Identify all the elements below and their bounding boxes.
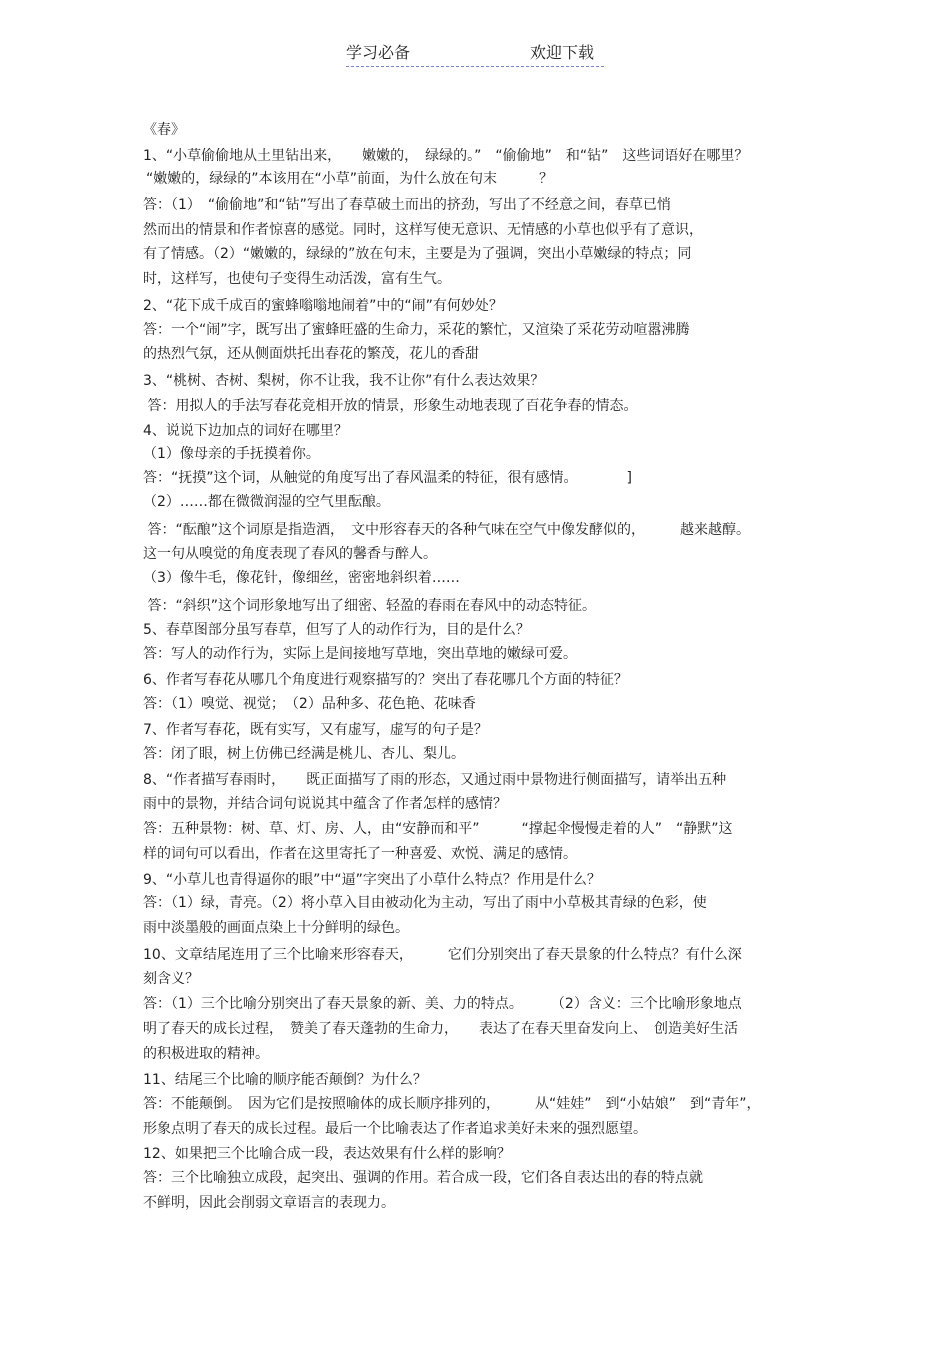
text-line: （1）像母亲的手抚摸着你。 [143, 446, 320, 462]
text-line: 5、春草图部分虽写春草，但写了人的动作行为，目的是什么？ [143, 622, 530, 638]
text-line: 雨中的景物，并结合词句说说其中蕴含了作者怎样的感情？ [143, 796, 507, 812]
text-line: 答：（1） “偷偷地”和“钻”写出了春草破土而出的挤劲，写出了不经意之间，春草已悄 [143, 197, 671, 213]
text-line: 4、说说下边加点的词好在哪里？ [143, 423, 348, 439]
text-line: 7、作者写春花，既有实写，又有虚写，虚写的句子是？ [143, 722, 488, 738]
text-line: 8、“作者描写春雨时， 既正面描写了雨的形态，又通过雨中景物进行侧面描写，请举出五种 [143, 772, 727, 788]
text-line: 2、“花下成千成百的蜜蜂嗡嗡地闹着”中的“闹”有何妙处？ [143, 298, 503, 314]
text-line: 形象点明了春天的成长过程。最后一个比喻表达了作者追求美好未来的强烈愿望。 [143, 1121, 647, 1137]
text-line: 然而出的情景和作者惊喜的感觉。同时，这样写使无意识、无情感的小草也似乎有了意识， [143, 222, 703, 238]
text-line: 答：五种景物：树、草、灯、房、人，由“安静而和平” “撑起伞慢慢走着的人” “静默”这 [143, 821, 733, 837]
text-line: 答：三个比喻独立成段，起突出、强调的作用。若合成一段，它们各自表达出的春的特点就 [143, 1170, 703, 1186]
text-line: （2）……都在微微润湿的空气里酝酿。 [143, 494, 390, 510]
header-right-text: 欢迎下载 [530, 43, 595, 62]
text-line: 明了春天的成长过程， 赞美了春天蓬勃的生命力， 表达了在春天里奋发向上、 创造美好生活 [143, 1021, 738, 1037]
text-line: 雨中淡墨般的画面点染上十分鲜明的绿色。 [143, 920, 409, 936]
text-line: 答：（1）嗅觉、视觉； （2）品种多、花色艳、花味香 [143, 696, 476, 712]
text-line: 的热烈气氛，还从侧面烘托出春花的繁茂，花儿的香甜 [143, 346, 479, 362]
text-line: 答：“酝酿”这个词原是指造酒， 文中形容春天的各种气味在空气中像发酵似的， 越来越醇。 [143, 522, 750, 538]
text-line: 答：写人的动作行为，实际上是间接地写草地，突出草地的嫩绿可爱。 [143, 646, 577, 662]
text-line: 答：（1）绿，青亮。（2）将小草入目由被动化为主动，写出了雨中小草极其青绿的色彩，使 [143, 895, 707, 911]
text-line: 答：用拟人的手法写春花竞相开放的情景，形象生动地表现了百花争春的情态。 [143, 398, 638, 414]
text-line: 答：“斜织”这个词形象地写出了细密、轻盈的春雨在春风中的动态特征。 [143, 598, 596, 614]
header-left-text: 学习必备 [346, 43, 411, 62]
doc-title: 《春》 [143, 122, 185, 138]
text-line: “嫩嫩的，绿绿的”本该用在“小草”前面，为什么放在句末 ？ [146, 171, 554, 187]
text-line: 12、如果把三个比喻合成一段，表达效果有什么样的影响？ [143, 1146, 511, 1162]
text-line: 答：（1）三个比喻分别突出了春天景象的新、美、力的特点。 （2）含义：三个比喻形象地点 [143, 996, 742, 1012]
text-line: 不鲜明，因此会削弱文章语言的表现力。 [143, 1195, 395, 1211]
text-line: 6、作者写春花从哪几个角度进行观察描写的？突出了春花哪几个方面的特征？ [143, 672, 628, 688]
text-line: 答：闭了眼，树上仿佛已经满是桃儿、杏儿、梨儿。 [143, 746, 465, 762]
text-line: 1、“小草偷偷地从土里钻出来， 嫩嫩的， 绿绿的。” “偷偷地” 和“钻” 这些词语好在哪里？ [143, 148, 749, 164]
text-line: 时，这样写，也使句子变得生动活泼，富有生气。 [143, 271, 451, 287]
text-line: 答：不能颠倒。 因为它们是按照喻体的成长顺序排列的， 从“娃娃” 到“小姑娘” 到“青年”， [143, 1096, 761, 1112]
text-line: 答：“抚摸”这个词，从触觉的角度写出了春风温柔的特征，很有感情。 ] [143, 470, 632, 486]
text-line: 这一句从嗅觉的角度表现了春风的馨香与醉人。 [143, 546, 437, 562]
text-line: 的积极进取的精神。 [143, 1046, 269, 1062]
text-line: 10、文章结尾连用了三个比喻来形容春天， 它们分别突出了春天景象的什么特点？有什么深 [143, 947, 742, 963]
text-line: 样的词句可以看出，作者在这里寄托了一种喜爱、欢悦、满足的感情。 [143, 846, 577, 862]
text-line: 11、结尾三个比喻的顺序能否颠倒？为什么？ [143, 1072, 427, 1088]
text-line: 答：一个“闹”字，既写出了蜜蜂旺盛的生命力，采花的繁忙，又渲染了采花劳动喧嚣沸腾 [143, 322, 690, 338]
text-line: 刻含义？ [143, 971, 199, 987]
text-line: 9、“小草儿也青得逼你的眼”中“逼”字突出了小草什么特点？作用是什么？ [143, 872, 601, 888]
text-line: （3）像牛毛，像花针，像细丝，密密地斜织着…… [143, 570, 460, 586]
text-line: 3、“桃树、杏树、梨树，你不让我，我不让你”有什么表达效果？ [143, 373, 545, 389]
text-line: 有了情感。（2）“嫩嫩的，绿绿的”放在句末，主要是为了强调，突出小草嫩绿的特点；同 [143, 246, 692, 262]
